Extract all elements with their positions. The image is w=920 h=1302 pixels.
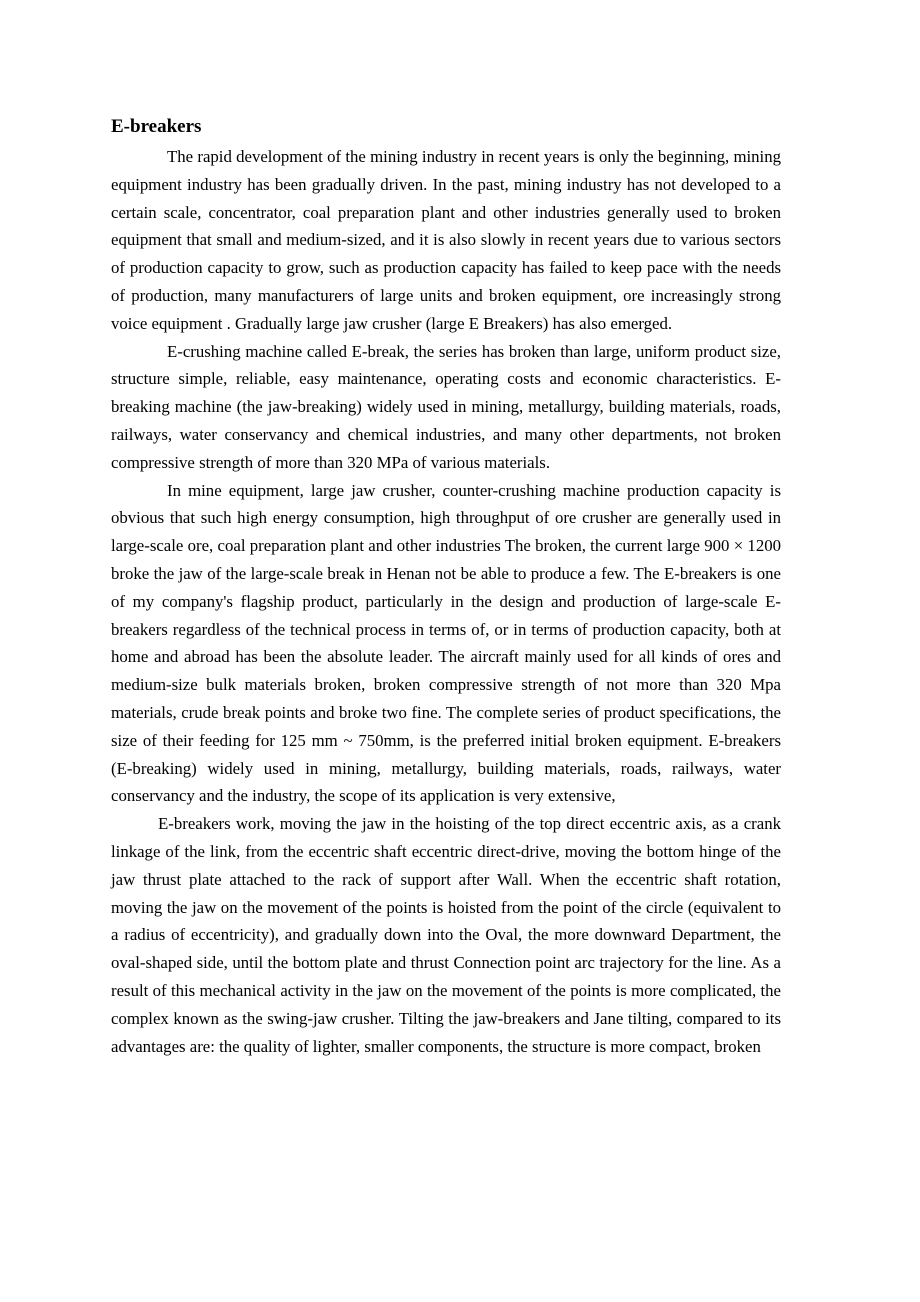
paragraph-1: The rapid development of the mining industry in recent years is only the beginning, mining equipment industry has been gradually driven. In the past, mining industry has not developed to a certain scale, concentrator, coal preparation plant and other industries generally used to broken equipment that small and medium-sized, and it is also slowly in recent years due to various sectors of production capacity to grow, such as production capacity has failed to keep pace with the needs of production, many manufacturers of large units and broken equipment, ore increasingly strong voice equipment . Gradually large jaw crusher (large E Breakers) has also emerged. (111, 147, 781, 333)
paragraph-4: E-breakers work, moving the jaw in the hoisting of the top direct eccentric axis, as a crank linkage of the link, from the eccentric shaft eccentric direct-drive, moving the bottom hinge of the jaw thrust plate attached to the rack of support after Wall. When the eccentric shaft rotation, moving the jaw on the movement of the points is hoisted from the point of the circle (equivalent to a radius of eccentricity), and gradually down into the Oval, the more downward Department, the oval-shaped side, until the bottom plate and thrust Connection point arc trajectory for the line. As a result of this mechanical activity in the jaw on the movement of the points is more complicated, the complex known as the swing-jaw crusher. Tilting the jaw-breakers and Jane tilting, compared to its advantages are: the quality of lighter, smaller components, the structure is more compact, broken (111, 814, 781, 1056)
paragraph-2: E-crushing machine called E-break, the series has broken than large, uniform product size, structure simple, reliable, easy maintenance, operating costs and economic characteristics. E-breaking machine (the jaw-breaking) widely used in mining, metallurgy, building materials, roads, railways, water conservancy and chemical industries, and many other departments, not broken compressive strength of more than 320 MPa of various materials. (111, 341, 781, 472)
section-heading: E-breakers (111, 116, 202, 137)
document-page (111, 115, 781, 1060)
paragraph-3: In mine equipment, large jaw crusher, counter-crushing machine production capacity is obvious that such high energy consumption, high throughput of ore crusher are generally used in large-scale ore, coal preparation plant and other industries The broken, the current large 900 × 1200 broke the jaw of the large-scale break in Henan not be able to produce a few. The E-breakers is one of my company's flagship product, particularly in the design and production of large-scale E-breakers regardless of the technical process in terms of, or in terms of production capacity, both at home and abroad has been the absolute leader. The aircraft mainly used for all kinds of ores and medium-size bulk materials broken, broken compressive strength of not more than 320 Mpa materials, crude break points and broke two fine. The complete series of product specifications, the size of their feeding for 125 mm ~ 750mm, is the preferred initial broken equipment. E-breakers (E-breaking) widely used in mining, metallurgy, building materials, roads, railways, water conservancy and the industry, the scope of its application is very extensive, (111, 480, 781, 806)
